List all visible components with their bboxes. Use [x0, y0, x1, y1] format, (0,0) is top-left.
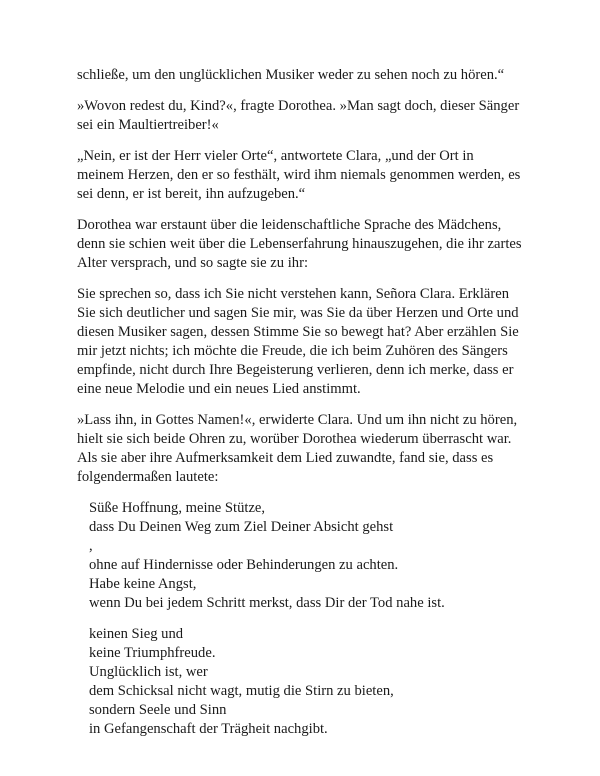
- paragraph: [77, 66, 537, 85]
- text-line: diesen Musiker sagen, dessen Stimme Sie so bewegt hat? Aber erzählen Sie: [77, 324, 519, 340]
- text-line: denn sie schien weit über die Lebenserfahrung hinauszugehen, die ihr zartes: [77, 236, 522, 252]
- verse-line: Unglücklich ist, wer: [89, 664, 208, 680]
- verse-line: ohne auf Hindernisse oder Behinderungen zu achten.: [89, 557, 399, 573]
- text-line: »Lass ihn, in Gottes Namen!«, erwiderte Clara. Und um ihn nicht zu hören,: [77, 412, 518, 428]
- text-line: Sie sprechen so, dass ich Sie nicht verstehen kann, Señora Clara. Erklären: [77, 286, 510, 302]
- verse-line: dem Schicksal nicht wagt, mutig die Stirn zu bieten,: [89, 683, 394, 699]
- verse-line: Habe keine Angst,: [89, 576, 197, 592]
- verse-line: ,: [89, 538, 93, 554]
- paragraph: [77, 147, 537, 204]
- text-line: Sie sich deutlicher und sagen Sie mir, was Sie da über Herzen und Orte und: [77, 305, 519, 321]
- text-line: hielt sie sich beide Ohren zu, worüber Dorothea wiederum überrascht war.: [77, 431, 512, 447]
- text-line: »Wovon redest du, Kind?«, fragte Dorothea. »Man sagt doch, dieser Sänger: [77, 98, 520, 114]
- paragraph: [77, 285, 537, 399]
- text-line: „Nein, er ist der Herr vieler Orte“, antwortete Clara, „und der Ort in: [77, 148, 474, 164]
- text-line: folgendermaßen lautete:: [77, 469, 219, 485]
- text-line: empfinde, nicht durch Ihre Begeisterung verlieren, denn ich merke, dass er: [77, 362, 514, 378]
- song-stanza: [89, 625, 537, 739]
- verse-line: Süße Hoffnung, meine Stütze,: [89, 500, 266, 516]
- verse-line: wenn Du bei jedem Schritt merkst, dass Dir der Tod nahe ist.: [89, 595, 445, 611]
- text-line: sei ein Maultiertreiber!«: [77, 117, 219, 133]
- text-line: meinem Herzen, den er so festhält, wird ihm niemals genommen werden, es: [77, 167, 521, 183]
- text-line: mir jetzt nichts; ich möchte die Freude, die ich beim Zuhören des Sängers: [77, 343, 508, 359]
- text-line: eine neue Melodie und ein neues Lied anstimmt.: [77, 381, 361, 397]
- text-line: schließe, um den unglücklichen Musiker weder zu sehen noch zu hören.“: [77, 67, 505, 83]
- paragraph: [77, 97, 537, 135]
- text-line: sei denn, er ist bereit, ihn aufzugeben.“: [77, 186, 306, 202]
- paragraph: [77, 411, 537, 487]
- verse-line: dass Du Deinen Weg zum Ziel Deiner Absicht gehst: [89, 519, 394, 535]
- document-page: [77, 66, 537, 751]
- verse-line: in Gefangenschaft der Trägheit nachgibt.: [89, 721, 328, 737]
- text-line: Dorothea war erstaunt über die leidenschaftliche Sprache des Mädchens,: [77, 217, 502, 233]
- verse-line: keine Triumphfreude.: [89, 645, 216, 661]
- paragraph: [77, 216, 537, 273]
- text-line: Als sie aber ihre Aufmerksamkeit dem Lied zuwandte, fand sie, dass es: [77, 450, 494, 466]
- song-stanza: [89, 499, 537, 613]
- verse-line: keinen Sieg und: [89, 626, 184, 642]
- verse-line: sondern Seele und Sinn: [89, 702, 227, 718]
- text-line: Alter versprach, und so sagte sie zu ihr:: [77, 255, 308, 271]
